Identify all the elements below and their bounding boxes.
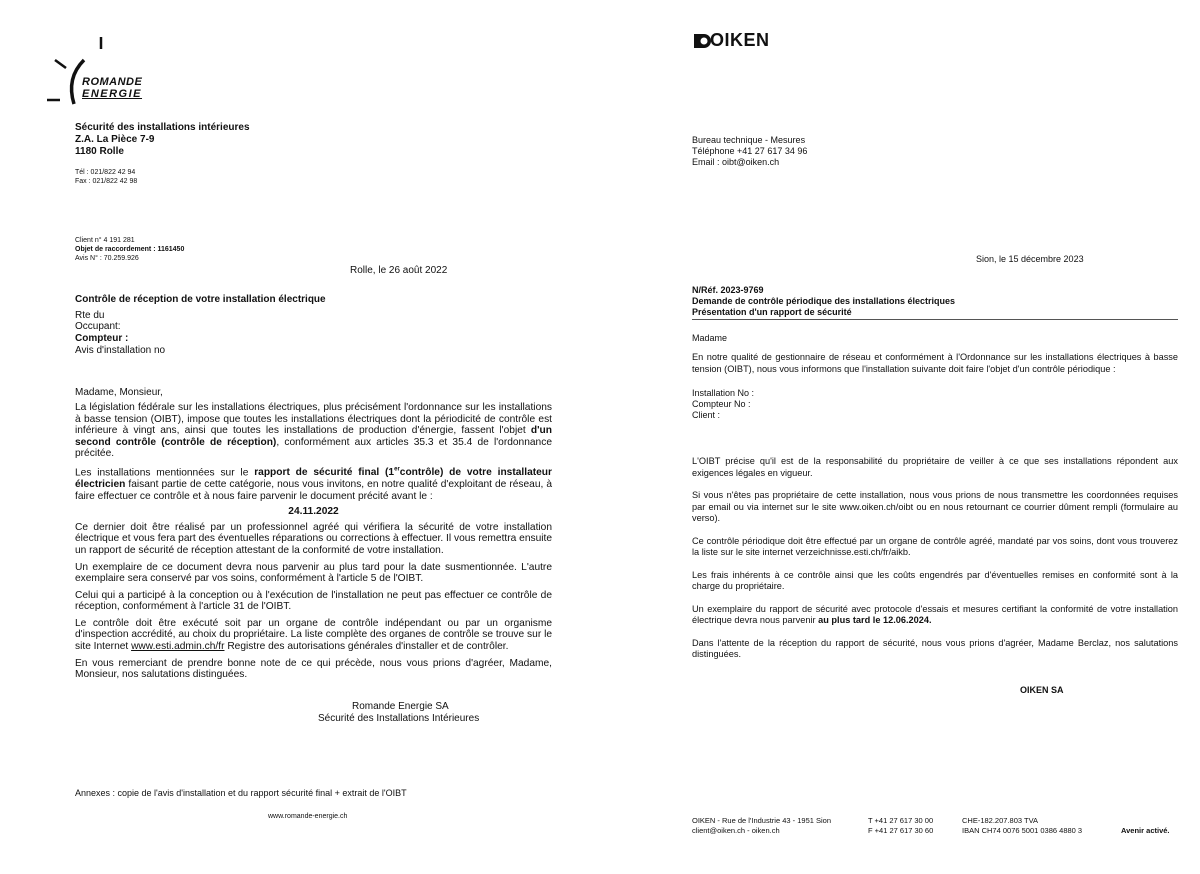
footer-slogan: Avenir activé. [1121, 826, 1170, 835]
signature-company: Romande Energie SA [352, 701, 449, 712]
oiken-logo-text: OIKEN [710, 30, 770, 50]
footer-address: OIKEN - Rue de l'Industrie 43 - 1951 Sion [692, 816, 832, 825]
address-occupant: Occupant: [75, 321, 121, 332]
right-letter-body [692, 456, 1178, 661]
sender-fax: Fax : 021/822 42 98 [75, 178, 138, 185]
client-number: Client n° 4 191 281 [75, 237, 135, 244]
footer-web[interactable]: client@oiken.ch - oiken.ch [692, 826, 780, 835]
paragraph-professional: Ce dernier doit être réalisé par un professionnel agréé qui vérifiera la sécurité de votre installation électrique et vous fera part des éventuelles réparations ou corrections à effectuer. Il vous remettra ensuite un rapport de sécurité de réception attestant de la conformité de votre installation. [75, 521, 552, 556]
paragraph-conception: Celui qui a participé à la conception ou à l'exécution de l'installation ne peut pas effectuer ce contrôle de réception, conformément à l'article 31 de l'OIBT. [75, 589, 552, 613]
paragraph-frais: Les frais inhérents à ce contrôle ainsi que les coûts engendrés par d'éventuelles remises en conformité sont à la charge du propriétaire. [692, 569, 1178, 591]
objet-value: 1161450 [157, 246, 185, 253]
address-rte: Rte du [75, 310, 105, 321]
objet-label: Objet de raccordement : [75, 246, 158, 253]
paragraph-controle: Ce contrôle périodique doit être effectué par un organe de contrôle agréé, mandaté par vos soins, dont vous trouverez la liste sur le site internet verzeichnisse.esti.ch/fr/aikb. [692, 535, 1178, 557]
salutation: Madame [692, 333, 728, 343]
paragraph-closing: Dans l'attente de la réception du rapport de sécurité, nous vous prions d'agréer, Madame Berclaz, nos salutations distinguées. [692, 637, 1178, 659]
contact-bureau: Bureau technique - Mesures [692, 135, 806, 145]
subject-line-2: Présentation d'un rapport de sécurité [692, 307, 852, 317]
objet-raccordement [75, 245, 184, 254]
field-installation: Installation No : [692, 388, 755, 398]
paragraph-invitation: Les installations mentionnées sur le rapport de sécurité final (1ercontrôle) de votre installateur électricien faisant partie de cette catégorie, nous vous invitons, en notre qualité d'exploitant de réseau, à faire effectuer ce contrôle et à nous faire parvenir le document précité avant le : [75, 466, 552, 502]
sender-tel: Tél : 021/822 42 94 [75, 169, 136, 176]
paragraph-responsabilite: L'OIBT précise qu'il est de la responsabilité du propriétaire de veiller à ce que ses installations répondent aux exigences légales en vigueur. [692, 456, 1178, 478]
field-client: Client : [692, 410, 721, 420]
sender-city: 1180 Rolle [75, 146, 124, 157]
salutation: Madame, Monsieur, [75, 387, 163, 398]
signature-department: Sécurité des Installations Intérieures [318, 713, 480, 724]
address-avis: Avis d'installation no [75, 345, 166, 356]
subject-divider [692, 319, 1178, 320]
sun-rays-icon [44, 32, 154, 112]
annexes: Annexes : copie de l'avis d'installation et du rapport sécurité final + extrait de l'OIBT [75, 788, 407, 798]
oiken-logo-mark-icon [692, 32, 712, 50]
paragraph-proprietaire: Si vous n'êtes pas propriétaire de cette installation, nous vous prions de nous transmettre les coordonnées requises par email ou via internet sur le site www.oiken.ch/oibt ou en nous retournant ce courrier dûment rempli (formulaire au verso). [692, 490, 1178, 523]
footer-fax: F +41 27 617 30 60 [868, 826, 934, 835]
sender-street: Z.A. La Pièce 7-9 [75, 134, 155, 145]
avis-number: Avis N° : 70.259.926 [75, 255, 139, 262]
signature: OIKEN SA [1020, 685, 1064, 695]
footer-iban: IBAN CH74 0076 5001 0386 4880 3 [962, 826, 1083, 835]
footer-tva: CHE-182.207.803 TVA [962, 816, 1039, 825]
paragraph-exemplaire: Un exemplaire de ce document devra nous parvenir au plus tard pour la date susmentionnée. L'autre exemplaire sera conservé par vos soins, conformément à l'article 5 de l'OIBT. [75, 561, 552, 585]
romande-energie-logo [44, 32, 154, 112]
contact-email: Email : oibt@oiken.ch [692, 157, 780, 167]
paragraph-organe: Le contrôle doit être exécuté soit par un organe de contrôle indépendant ou par un organisme d'inspection accrédité, au choix du propriétaire. La liste complète des organes de contrôle se trouve sur le site Internet www.esti.admin.ch/fr Registre des autorisations générales d'installer et de contrôler. [75, 617, 552, 653]
website[interactable]: www.romande-energie.ch [268, 813, 348, 820]
paragraph-closing: En vous remerciant de prendre bonne note de ce qui précède, nous vous prions d'agréer, Madame, Monsieur, nos salutations distinguées. [75, 657, 552, 681]
letter-date: Rolle, le 26 août 2022 [350, 265, 448, 276]
contact-telephone: Téléphone +41 27 617 34 96 [692, 146, 808, 156]
logo-line-romande: ROMANDE [82, 76, 143, 88]
reference: N/Réf. 2023-9769 [692, 285, 764, 295]
sender-department: Sécurité des installations intérieures [75, 122, 250, 133]
letter-body [75, 402, 552, 681]
subject-line-1: Demande de contrôle périodique des installations électriques [692, 296, 956, 306]
address-compteur: Compteur : [75, 333, 129, 344]
field-compteur: Compteur No : [692, 399, 751, 409]
logo-line-energie: ENERGIE [82, 88, 143, 100]
paragraph-intro: En notre qualité de gestionnaire de réseau et conformément à l'Ordonnance sur les installations électriques à basse tension (OIBT), nous vous informons que l'installation suivante doit faire l'objet d'un contrôle périodique : [692, 352, 1178, 374]
esti-link[interactable]: www.esti.admin.ch/fr [131, 641, 225, 653]
paragraph-oibt: La législation fédérale sur les installations électriques, plus précisément l'ordonnance sur les installations à basse tension (OIBT), impose que toutes les installations électriques dont la périodicité de contrôle est inférieure à vingt ans, ainsi que toutes les installations de production d'énergie, fassent l'objet d'un second contrôle (contrôle de réception), conformément aux articles 35.3 et 35.4 de l'ordonnance précitée. [75, 402, 552, 460]
letter-subject: Contrôle de réception de votre installation électrique [75, 294, 326, 305]
paragraph-exemplaire: Un exemplaire du rapport de sécurité avec protocole d'essais et mesures certifiant la conformité de votre installation électrique devra nous parvenir au plus tard le 12.06.2024. [692, 603, 1178, 625]
deadline-bold: au plus tard le 12.06.2024. [818, 615, 932, 625]
letter-date: Sion, le 15 décembre 2023 [976, 254, 1084, 264]
second-controle-bold: d'un second contrôle (contrôle de réception) [75, 425, 552, 448]
footer-tel: T +41 27 617 30 00 [868, 816, 934, 825]
deadline-date: 24.11.2022 [288, 506, 339, 518]
